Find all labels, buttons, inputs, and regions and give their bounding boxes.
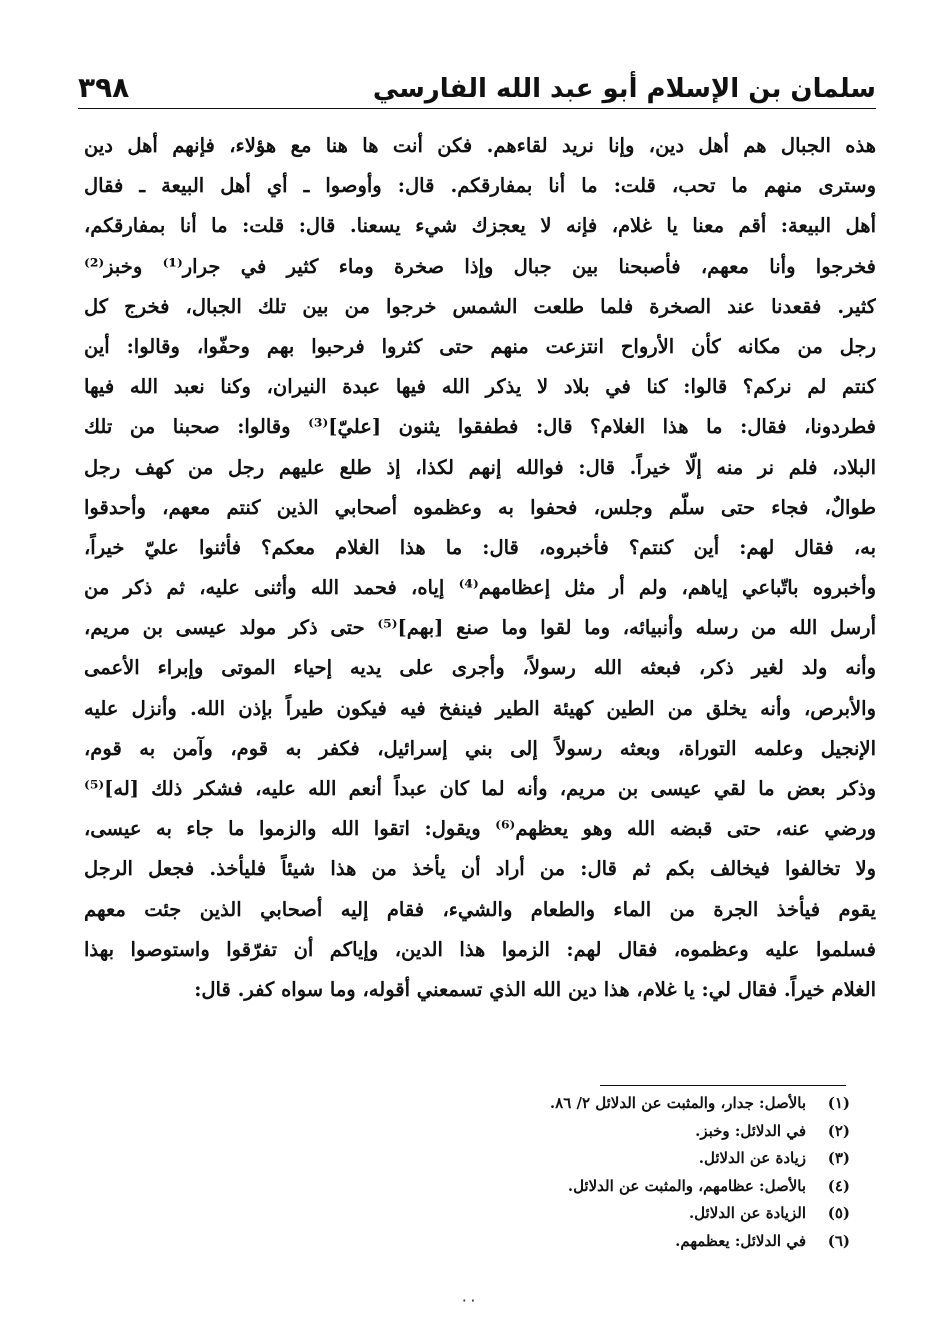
running-title: سلمان بن الإسلام أبو عبد الله الفارسي — [372, 74, 876, 104]
text-line: به، فقال لهم: أين كنتم؟ فأخبروه، قال: ما هذا الغلام معكم؟ فأثنوا عليّ خيراً، — [84, 535, 876, 559]
text-line: فخرجوا وأنا معهم، فأصبحنا بين جبال وإذا صخرة وماء كثير في جرار⁽¹⁾ وخبز⁽²⁾ — [84, 254, 876, 278]
header-rule — [78, 108, 876, 109]
footnote-number: (١) — [827, 1094, 850, 1112]
text-line: فسلموا عليه وعظموه، فقال لهم: الزموا هذا الدين، وإياكم أن تفرّقوا واستوصوا بهذا — [84, 937, 876, 961]
text-line: البلاد، فلم نر منه إلّا خيراً. قال: فوالله إنهم لكذا، إذ طلع عليهم رجل من كهف رجل — [84, 455, 876, 479]
footnote-text: الزيادة عن الدلائل. — [688, 1204, 806, 1222]
body-text — [84, 126, 876, 1010]
text-line: فطردونا، فقال: ما هذا الغلام؟ قال: فطفقوا يثنون [عليّ]⁽³⁾ وقالوا: صحبنا من تلك — [84, 415, 876, 439]
text-line: وسترى منهم ما تحب، قلت: ما أنا بمفارقكم. قال: وأوصوا ـ أي أهل البيعة ـ فقال — [84, 174, 876, 198]
footnote-text: في الدلائل: يعظمهم. — [675, 1231, 806, 1250]
footnote-number: (٥) — [827, 1204, 850, 1222]
footnote — [84, 1200, 850, 1228]
text-line: ورضي عنه، حتى قبضه الله وهو يعظهم⁽⁶⁾ ويقول: اتقوا الله والزموا ما جاء به عيسى، — [84, 817, 876, 841]
footnote — [84, 1228, 850, 1256]
text-line: هذه الجبال هم أهل دين، وإنا نريد لقاءهم. فكن أنت ها هنا مع هؤلاء، فإنهم أهل دين — [84, 134, 876, 157]
text-line: أرسل الله من رسله وأنبيائه، وما لقوا وما صنع [بهم]⁽⁵⁾ حتى ذكر مولد عيسى بن مريم، — [84, 616, 876, 640]
footnote — [84, 1173, 850, 1201]
footnote — [84, 1118, 850, 1146]
page-header — [78, 64, 876, 104]
text-line: وأنه ولد لغير ذكر، فبعثه الله رسولاً، وأجرى على يديه إحياء الموتى وإبراء الأعمى — [84, 656, 876, 680]
text-line: والأبرص، وأنه يخلق من الطين كهيئة الطير فينفخ فيه فيكون طيراً بإذن الله. وأنزل عليه — [84, 696, 876, 720]
page-foot-mark: ٠٠ — [460, 1290, 478, 1309]
footnote-text: في الدلائل: وخبز. — [695, 1121, 806, 1140]
text-line: أهل البيعة: أقم معنا يا غلام، فإنه لا يعجزك شيء يسعنا. قال: قلت: ما أنا بمفارقكم، — [84, 214, 876, 238]
page-number: ٣٩٨ — [78, 71, 130, 104]
footnote-number: (٢) — [827, 1121, 850, 1140]
text-line: وأخبروه باتّباعي إياهم، ولم أر مثل إعظامهم⁽⁴⁾ إياه، فحمد الله وأثنى عليه، ثم ذكر من — [84, 576, 876, 600]
footnote — [84, 1145, 850, 1173]
footnote-number: (٤) — [827, 1176, 850, 1195]
footnotes — [84, 1090, 850, 1255]
footnote-number: (٣) — [827, 1149, 850, 1167]
footnote-text: زيادة عن الدلائل. — [698, 1149, 806, 1167]
footnote-rule — [600, 1085, 846, 1086]
text-line: كنتم لم نركم؟ قالوا: كنا في بلاد لا يذكر الله فيها عبدة النيران، وكنا نعبد الله فيها — [84, 375, 876, 399]
text-line: وذكر بعض ما لقي عيسى بن مريم، وأنه لما كان عبداً أنعم الله عليه، فشكر ذلك [له]⁽⁵⁾ — [84, 777, 876, 800]
text-line: يقوم فيأخذ الجرة من الماء والطعام والشيء، فقام إليه أصحابي الذين جئت معهم — [84, 897, 876, 921]
text-line: رجل من مكانه كأن الأرواح انتزعت منهم حتى كثروا فرحبوا بهم وحفّوا، وقالوا: أين — [84, 334, 876, 358]
text-line: الإنجيل وعلمه التوراة، وبعثه رسولاً إلى بني إسرائيل، فكفر به قوم، وآمن به قوم، — [84, 736, 876, 760]
footnote — [84, 1090, 850, 1118]
footnote-text: بالأصل: عظامهم، والمثبت عن الدلائل. — [567, 1176, 806, 1195]
text-line: كثير. فقعدنا عند الصخرة فلما طلعت الشمس خرجوا من بين تلك الجبال، فخرج كل — [84, 294, 876, 318]
text-line: ولا تخالفوا فيخالف بكم ثم قال: من أراد أن يأخذ من هذا شيئاً فليأخذ. فجعل الرجل — [84, 857, 876, 881]
footnote-text: بالأصل: جدار، والمثبت عن الدلائل ٢/ ٨٦. — [549, 1094, 806, 1112]
text-line: الغلام خيراً. فقال لي: يا غلام، هذا دين الله الذي تسمعني أقوله، وما سواه كفر. قال: — [194, 977, 876, 1001]
text-line: طوالٌ، فجاء حتى سلّم وجلس، فحفوا به وعظموه أصحابي الذين كنتم معهم، وأحدقوا — [84, 495, 876, 519]
footnote-number: (٦) — [827, 1231, 850, 1250]
